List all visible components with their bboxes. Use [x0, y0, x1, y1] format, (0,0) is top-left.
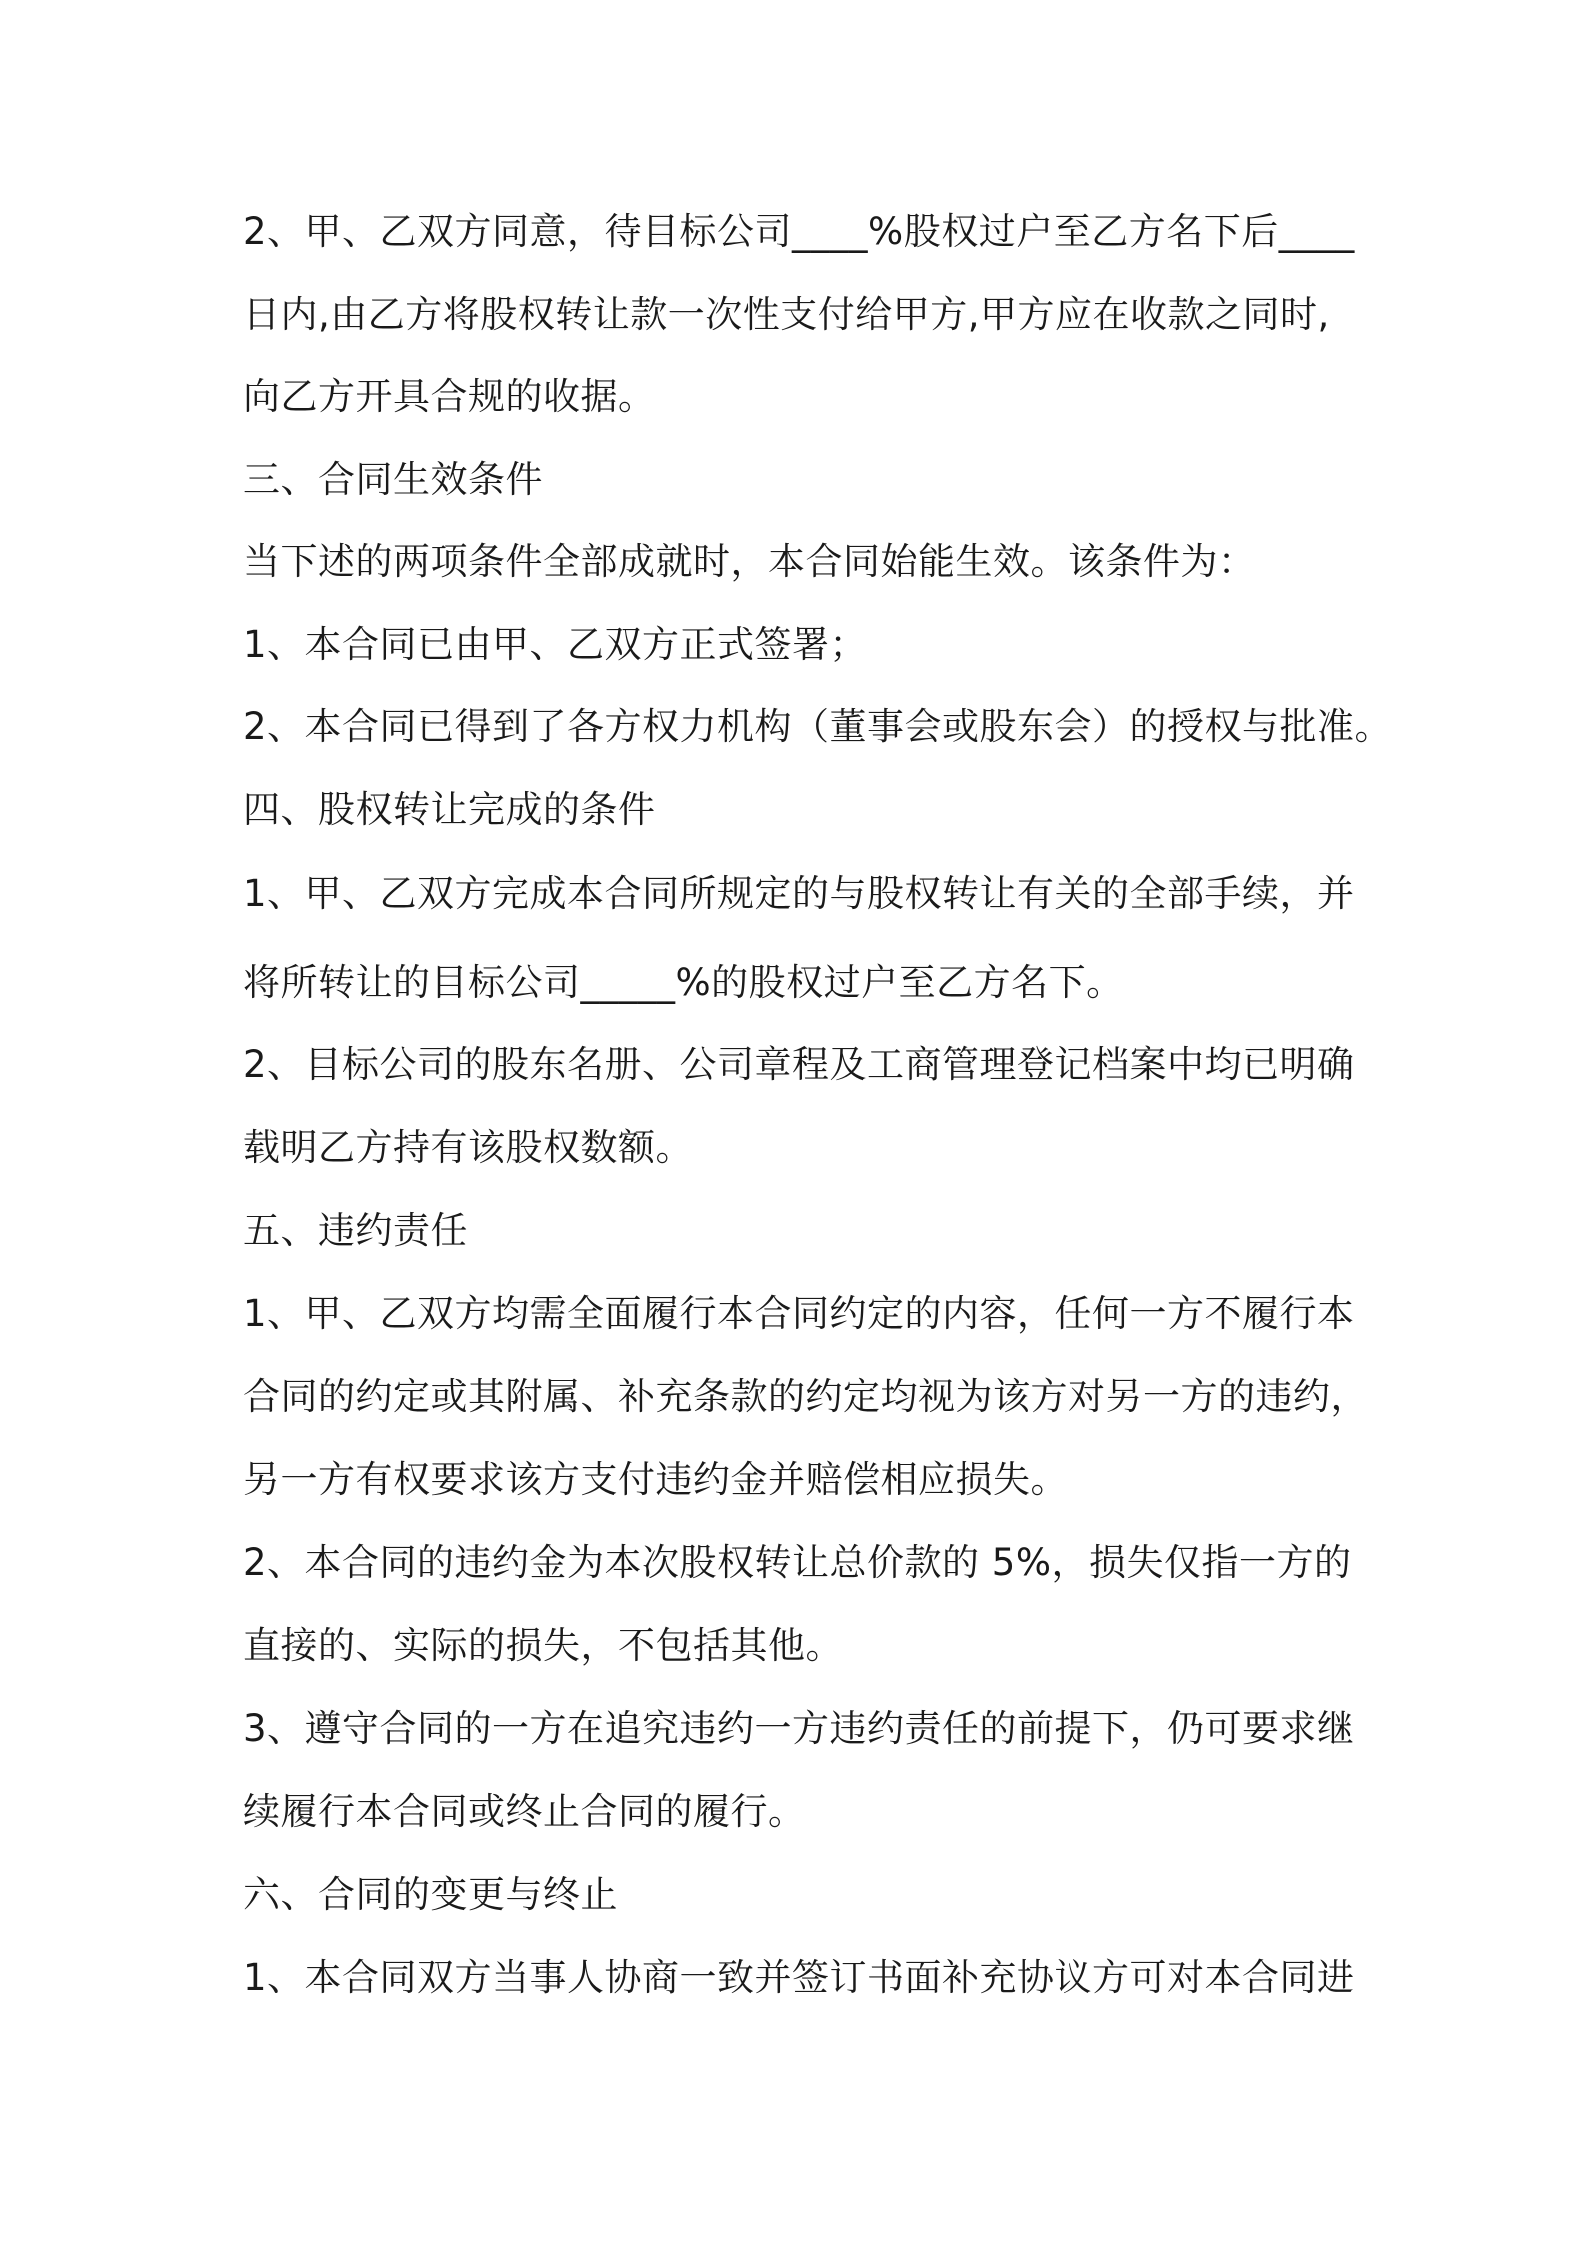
section-4-item-1-line-2: 将所转让的目标公司_____%的股权过户至乙方名下。 [243, 961, 1124, 1004]
section-3-heading: 三、合同生效条件 [243, 458, 543, 501]
section-5-heading: 五、违约责任 [243, 1209, 468, 1252]
section-4-heading: 四、股权转让完成的条件 [243, 788, 656, 831]
section-5-item-3-line-1: 3、遵守合同的一方在追究违约一方违约责任的前提下，仍可要求继 [243, 1707, 1355, 1750]
section-3-item-1: 1、本合同已由甲、乙双方正式签署； [243, 623, 868, 666]
section-5-item-1-line-2: 合同的约定或其附属、补充条款的约定均视为该方对另一方的违约， [243, 1375, 1368, 1418]
section-5-item-1-line-3: 另一方有权要求该方支付违约金并赔偿相应损失。 [243, 1458, 1068, 1501]
section-4-item-2-line-1: 2、目标公司的股东名册、公司章程及工商管理登记档案中均已明确 [243, 1043, 1355, 1086]
clause-2-payment-line-3: 向乙方开具合规的收据。 [243, 375, 656, 418]
section-4-item-1-line-1: 1、甲、乙双方完成本合同所规定的与股权转让有关的全部手续，并 [243, 872, 1355, 915]
section-3-item-2: 2、本合同已得到了各方权力机构（董事会或股东会）的授权与批准。 [243, 705, 1393, 748]
section-6-heading: 六、合同的变更与终止 [243, 1873, 618, 1916]
section-6-item-1-line-1: 1、本合同双方当事人协商一致并签订书面补充协议方可对本合同进 [243, 1956, 1355, 1999]
section-4-item-2-line-2: 载明乙方持有该股权数额。 [243, 1126, 693, 1169]
section-3-intro: 当下述的两项条件全部成就时，本合同始能生效。该条件为： [243, 540, 1256, 583]
section-5-item-1-line-1: 1、甲、乙双方均需全面履行本合同约定的内容，任何一方不履行本 [243, 1292, 1355, 1335]
section-5-item-2-line-2: 直接的、实际的损失，不包括其他。 [243, 1624, 843, 1667]
section-5-item-2-line-1: 2、本合同的违约金为本次股权转让总价款的 5%，损失仅指一方的 [243, 1541, 1352, 1584]
clause-2-payment-line-1: 2、甲、乙双方同意，待目标公司____%股权过户至乙方名下后____ [243, 210, 1355, 253]
section-5-item-3-line-2: 续履行本合同或终止合同的履行。 [243, 1790, 806, 1833]
clause-2-payment-line-2: 日内,由乙方将股权转让款一次性支付给甲方,甲方应在收款之同时, [243, 293, 1330, 336]
